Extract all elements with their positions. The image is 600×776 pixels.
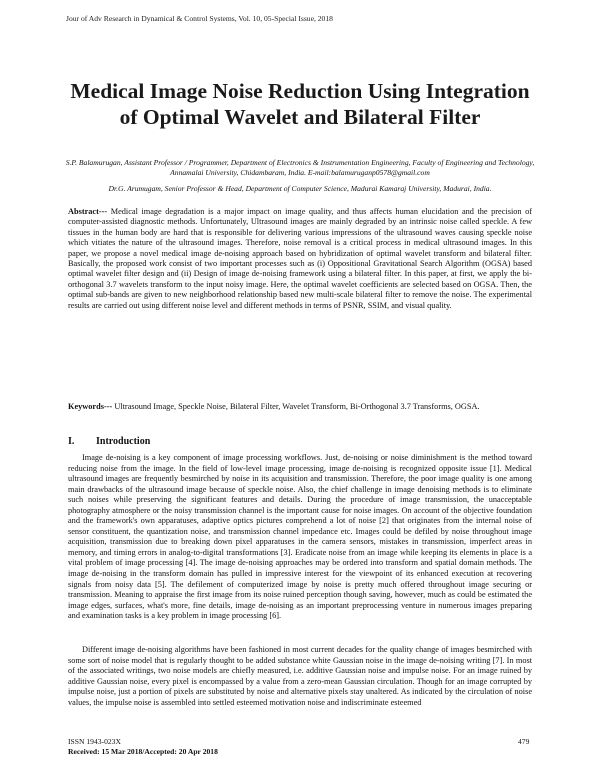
author-2: Dr.G. Arumugam, Senior Professor & Head, Department of Computer Science, Madurai Kamaraj University, Madurai, India. — [108, 184, 492, 193]
paragraph-text: Image de-noising is a key component of image processing workflows. Just, de-noising or noise diminishment is the method toward reducing noise from the image. In the field of low-level image processing, image de-noising is recognized opposite issue [1]. Medical ultrasound images are frequently besmirched by noise in its acquisition and transmission. Therefore, the poor image quality is one among main drawbacks of the ultrasound image because of speckle noise. Also, the chief challenge in image denoising methods is to eliminate such noises while preserving the significant features and details. During the procedure of image transmission, the unacceptable photography atmosphere or the noisy transmission channel is the important cause for noise images. On account of the objective foundation and the framework's own apparatuses, adaptive optics pictures comprehend a lot of noise [2] that originates from the internal noise of sensor constituent, the quantization noise, and transmission channel impedance etc. Images could be defiled by noise throughout image acquisition, transmission due to breaking down pixel apparatuses in the camera sensors, mistakes in transmission, imperfect areas in memory, and timing errors in analog-to-digital transformations [3]. Eradicate noise from an image while keeping its elements in place is a vital problem of image processing [4]. The image de-noising approaches may be ordered into transform and spatial domain methods. The image de-noising in the transform domain has pulled in impressive interest for the viewpoint of its enhanced execution at recovering signals from noisy data [5]. The defilement of computerized image by noise is pretty much offered throughout image securing or transmission. Meaning to appraise the first image from its noise ruined perception though saving, however, much as could be estimated the image edges, surfaces, what's more, fine details, image de-noising as an important preprocessing venture in numerous images preparing and examination tasks is a key problem in image processing [6]. — [68, 453, 532, 621]
page-number: 479 — [518, 737, 530, 746]
section-heading — [68, 436, 150, 447]
abstract-label: Abstract--- — [68, 207, 108, 216]
intro-paragraph-2 — [68, 645, 532, 708]
paper-title: Medical Image Noise Reduction Using Integration of Optimal Wavelet and Bilateral Filter — [70, 79, 530, 129]
received-accepted: Received: 15 Mar 2018/Accepted: 20 Apr 2018 — [68, 746, 218, 756]
journal-header: Jour of Adv Research in Dynamical & Control Systems, Vol. 10, 05-Special Issue, 2018 — [66, 14, 333, 23]
section-number: I. — [68, 436, 75, 447]
keywords-label: Keywords--- — [68, 402, 113, 411]
intro-paragraph-1 — [68, 453, 532, 622]
issn: ISSN 1943-023X — [68, 737, 121, 746]
paragraph-text: Different image de-noising algorithms have been fashioned in most current decades for the quality change of images besmirched with some sort of noise model that is regularly thought to be added substance white Gaussian noise in the image de-noising writing [7]. In most of the associated writings, two noise models are chiefly measured, i.e. additive Gaussian noise and impulse noise. For an image ruined by additive Gaussian noise, every pixel is encompassed by a value from a zero-mean Gaussian circulation. Though for an image corrupted by impulse noise, just a portion of pixels are substituted by noise and alternative pixels stay unaltered. As indicated by the circulation of noise values, the impulse noise is assembled into settled esteemed motivation noise and indiscriminate esteemed — [68, 645, 532, 707]
footer-left — [68, 737, 218, 756]
author-1: S.P. Balamurugan, Assistant Professor / Programmer, Department of Electronics & Instrumentation Engineering, Faculty of Engineering and Technology, Annamalai University, Chidambaram, India. E-mail:balamuruganp0578@gmail.com — [65, 158, 535, 177]
keywords — [68, 402, 532, 412]
section-title: Introduction — [96, 436, 151, 447]
keywords-text: Ultrasound Image, Speckle Noise, Bilateral Filter, Wavelet Transform, Bi-Orthogonal 3.7 Transforms, OGSA. — [114, 402, 480, 411]
abstract-text: Medical image degradation is a major impact on image quality, and thus affects human elucidation and the precision of computer-assisted diagnostic methods. Unfortunately, Ultrasound images are mainly degraded by an intrinsic noise called speckle. A few tissues in the human body are hard that is responsible for delivering various impressions of the ultrasound waves causing speckle noise which vitiates the nature of the ultrasound images. Therefore, noise removal is a critical process in medical ultrasound images. In this paper, we propose a novel medical image de-noising approach based on hybridization of optimal wavelet transform and bilateral filter. Basically, the proposed work consist of two important processes such as (i) Oppositional Gravitational Search Algorithm (OGSA) based optimal wavelet filter design and (ii) Design of image de-noising framework using a bilateral filter. In this paper, at first, we apply the bi-orthogonal 3.7 wavelets transform to the input noisy image. Here, the optimal wavelet coefficients are selected based on OGSA. Then, the optimal sub-bands are given to new neighborhood relationship based new multi-scale bilateral filter to remove the noise. The experimental results are carried out using different noise level and different methods in terms of PSNR, SSIM, and visual quality. — [68, 207, 532, 310]
abstract — [68, 207, 532, 311]
